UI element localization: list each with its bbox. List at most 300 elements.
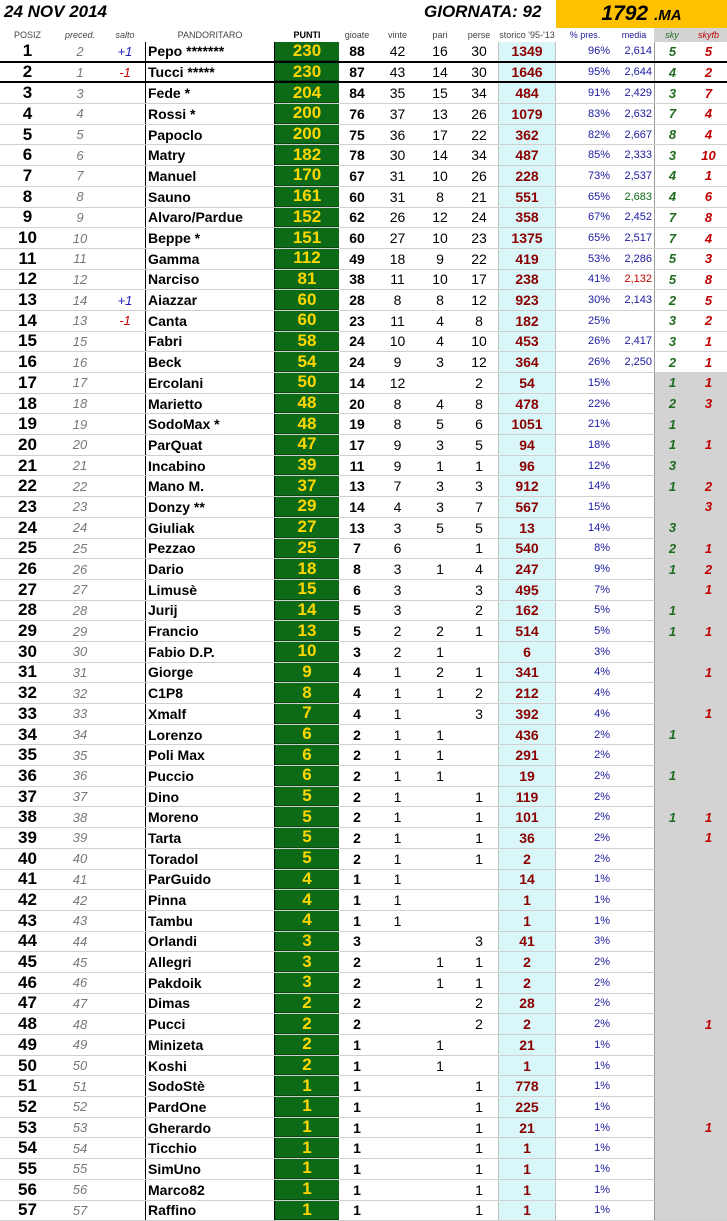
- played-cell: 1: [339, 1056, 375, 1076]
- history-cell: 484: [498, 83, 556, 103]
- table-row: [0, 580, 727, 601]
- won-cell: 4: [375, 497, 420, 517]
- won-cell: 43: [375, 63, 420, 82]
- table-row: [0, 332, 727, 353]
- jump-cell: [105, 332, 145, 352]
- jump-cell: [105, 539, 145, 559]
- average-cell: 2,333: [614, 145, 654, 165]
- skyfb-cell: 1: [690, 332, 727, 352]
- position-cell: 45: [0, 952, 55, 972]
- average-cell: [614, 890, 654, 910]
- played-cell: 2: [339, 849, 375, 869]
- sky-cell: [654, 1159, 690, 1179]
- skyfb-cell: 8: [690, 270, 727, 290]
- skyfb-cell: [690, 911, 727, 931]
- presence-pct-cell: 1%: [556, 1180, 614, 1200]
- previous-position-cell: 22: [55, 476, 105, 496]
- points-cell: 6: [275, 766, 339, 786]
- player-name-cell: Allegri: [145, 952, 275, 972]
- draw-cell: [420, 1180, 460, 1200]
- lost-cell: 1: [460, 1118, 498, 1138]
- played-cell: 28: [339, 290, 375, 310]
- average-cell: 2,683: [614, 187, 654, 207]
- position-cell: 34: [0, 725, 55, 745]
- played-cell: 2: [339, 973, 375, 993]
- previous-position-cell: 42: [55, 890, 105, 910]
- matchday-label: GIORNATA: 92: [424, 2, 541, 22]
- jump-cell: [105, 270, 145, 290]
- won-cell: 1: [375, 683, 420, 703]
- points-cell: 5: [275, 828, 339, 848]
- average-cell: [614, 1097, 654, 1117]
- presence-pct-cell: 96%: [556, 42, 614, 61]
- played-cell: 2: [339, 725, 375, 745]
- presence-pct-cell: 1%: [556, 1201, 614, 1221]
- table-row: [0, 745, 727, 766]
- points-cell: 3: [275, 952, 339, 972]
- jump-cell: [105, 497, 145, 517]
- lost-cell: 1: [460, 663, 498, 683]
- points-cell: 161: [275, 187, 339, 207]
- total-badge: [556, 0, 727, 28]
- history-cell: 21: [498, 1035, 556, 1055]
- table-row: [0, 208, 727, 229]
- history-cell: 1: [498, 890, 556, 910]
- jump-cell: [105, 435, 145, 455]
- points-cell: 2: [275, 1056, 339, 1076]
- won-cell: 1: [375, 787, 420, 807]
- previous-position-cell: 35: [55, 745, 105, 765]
- presence-pct-cell: 4%: [556, 663, 614, 683]
- draw-cell: 4: [420, 311, 460, 331]
- won-cell: 1: [375, 849, 420, 869]
- table-row: [0, 187, 727, 208]
- header-jump: salto: [105, 28, 145, 42]
- draw-cell: 1: [420, 456, 460, 476]
- won-cell: [375, 932, 420, 952]
- previous-position-cell: 49: [55, 1035, 105, 1055]
- points-cell: 6: [275, 725, 339, 745]
- sky-cell: [654, 1180, 690, 1200]
- position-cell: 4: [0, 104, 55, 124]
- points-cell: 200: [275, 125, 339, 145]
- presence-pct-cell: 1%: [556, 1138, 614, 1158]
- won-cell: [375, 1076, 420, 1096]
- header-pos: POSIZ: [0, 28, 55, 42]
- points-cell: 15: [275, 580, 339, 600]
- sky-cell: 2: [654, 394, 690, 414]
- lost-cell: 22: [460, 249, 498, 269]
- player-name-cell: Francio: [145, 621, 275, 641]
- played-cell: 1: [339, 870, 375, 890]
- previous-position-cell: 20: [55, 435, 105, 455]
- table-row: [0, 373, 727, 394]
- skyfb-cell: 1: [690, 373, 727, 393]
- player-name-cell: Pepo *******: [145, 42, 275, 61]
- history-cell: 419: [498, 249, 556, 269]
- history-cell: 96: [498, 456, 556, 476]
- jump-cell: [105, 932, 145, 952]
- lost-cell: 2: [460, 683, 498, 703]
- table-row: [0, 352, 727, 373]
- won-cell: 1: [375, 663, 420, 683]
- points-cell: 48: [275, 394, 339, 414]
- player-name-cell: ParGuido: [145, 870, 275, 890]
- position-cell: 31: [0, 663, 55, 683]
- presence-pct-cell: 1%: [556, 1118, 614, 1138]
- player-name-cell: Poli Max: [145, 745, 275, 765]
- table-row: [0, 642, 727, 663]
- position-cell: 47: [0, 994, 55, 1014]
- previous-position-cell: 52: [55, 1097, 105, 1117]
- jump-cell: [105, 166, 145, 186]
- previous-position-cell: 4: [55, 104, 105, 124]
- sky-cell: 1: [654, 766, 690, 786]
- points-cell: 1: [275, 1076, 339, 1096]
- played-cell: 1: [339, 890, 375, 910]
- table-row: [0, 414, 727, 435]
- lost-cell: 12: [460, 352, 498, 372]
- skyfb-cell: [690, 1138, 727, 1158]
- presence-pct-cell: 2%: [556, 994, 614, 1014]
- previous-position-cell: 1: [55, 63, 105, 82]
- position-cell: 8: [0, 187, 55, 207]
- lost-cell: 7: [460, 497, 498, 517]
- played-cell: 4: [339, 704, 375, 724]
- draw-cell: 14: [420, 63, 460, 82]
- skyfb-cell: 2: [690, 559, 727, 579]
- table-row: [0, 1014, 727, 1035]
- history-cell: 1: [498, 1138, 556, 1158]
- points-cell: 6: [275, 745, 339, 765]
- skyfb-cell: 2: [690, 63, 727, 82]
- presence-pct-cell: 41%: [556, 270, 614, 290]
- played-cell: 2: [339, 787, 375, 807]
- average-cell: [614, 1138, 654, 1158]
- position-cell: 42: [0, 890, 55, 910]
- jump-cell: [105, 704, 145, 724]
- player-name-cell: Toradol: [145, 849, 275, 869]
- table-row: [0, 125, 727, 146]
- sky-cell: [654, 1201, 690, 1221]
- played-cell: 1: [339, 1180, 375, 1200]
- previous-position-cell: 3: [55, 83, 105, 103]
- sky-cell: 5: [654, 270, 690, 290]
- lost-cell: 10: [460, 332, 498, 352]
- skyfb-cell: [690, 932, 727, 952]
- draw-cell: [420, 1159, 460, 1179]
- won-cell: 37: [375, 104, 420, 124]
- previous-position-cell: 38: [55, 807, 105, 827]
- presence-pct-cell: 25%: [556, 311, 614, 331]
- won-cell: 3: [375, 518, 420, 538]
- jump-cell: [105, 766, 145, 786]
- points-cell: 5: [275, 807, 339, 827]
- table-row: [0, 435, 727, 456]
- lost-cell: 3: [460, 932, 498, 952]
- player-name-cell: Papoclo: [145, 125, 275, 145]
- draw-cell: 2: [420, 663, 460, 683]
- previous-position-cell: 28: [55, 601, 105, 621]
- points-cell: 170: [275, 166, 339, 186]
- sky-cell: [654, 828, 690, 848]
- jump-cell: [105, 1035, 145, 1055]
- lost-cell: 21: [460, 187, 498, 207]
- table-row: [0, 994, 727, 1015]
- table-row: [0, 228, 727, 249]
- previous-position-cell: 44: [55, 932, 105, 952]
- player-name-cell: Tucci *****: [145, 63, 275, 82]
- played-cell: 2: [339, 1014, 375, 1034]
- table-row: [0, 704, 727, 725]
- draw-cell: 10: [420, 228, 460, 248]
- lost-cell: 1: [460, 1138, 498, 1158]
- lost-cell: 1: [460, 849, 498, 869]
- jump-cell: [105, 683, 145, 703]
- sky-cell: 5: [654, 42, 690, 61]
- average-cell: 2,644: [614, 63, 654, 82]
- draw-cell: 3: [420, 352, 460, 372]
- skyfb-cell: 1: [690, 539, 727, 559]
- skyfb-cell: [690, 725, 727, 745]
- sky-cell: 2: [654, 290, 690, 310]
- player-name-cell: Matry: [145, 145, 275, 165]
- lost-cell: 1: [460, 807, 498, 827]
- lost-cell: 34: [460, 83, 498, 103]
- position-cell: 43: [0, 911, 55, 931]
- draw-cell: 4: [420, 394, 460, 414]
- previous-position-cell: 45: [55, 952, 105, 972]
- jump-cell: [105, 1180, 145, 1200]
- sky-cell: [654, 642, 690, 662]
- skyfb-cell: [690, 994, 727, 1014]
- sky-cell: 1: [654, 621, 690, 641]
- points-cell: 58: [275, 332, 339, 352]
- jump-cell: [105, 1097, 145, 1117]
- average-cell: [614, 518, 654, 538]
- player-name-cell: ParQuat: [145, 435, 275, 455]
- lost-cell: 30: [460, 63, 498, 82]
- header-pct: % pres.: [556, 28, 614, 42]
- history-cell: 567: [498, 497, 556, 517]
- player-name-cell: SodoStè: [145, 1076, 275, 1096]
- played-cell: 8: [339, 559, 375, 579]
- skyfb-cell: [690, 952, 727, 972]
- history-cell: 162: [498, 601, 556, 621]
- lost-cell: 4: [460, 559, 498, 579]
- jump-cell: [105, 125, 145, 145]
- position-cell: 7: [0, 166, 55, 186]
- position-cell: 20: [0, 435, 55, 455]
- previous-position-cell: 30: [55, 642, 105, 662]
- draw-cell: 10: [420, 166, 460, 186]
- played-cell: 2: [339, 952, 375, 972]
- lost-cell: 12: [460, 290, 498, 310]
- player-name-cell: Fede *: [145, 83, 275, 103]
- draw-cell: 1: [420, 642, 460, 662]
- played-cell: 60: [339, 228, 375, 248]
- lost-cell: 1: [460, 952, 498, 972]
- presence-pct-cell: 15%: [556, 373, 614, 393]
- points-cell: 3: [275, 932, 339, 952]
- points-cell: 5: [275, 849, 339, 869]
- player-name-cell: Beck: [145, 352, 275, 372]
- presence-pct-cell: 1%: [556, 911, 614, 931]
- skyfb-cell: [690, 683, 727, 703]
- won-cell: 9: [375, 352, 420, 372]
- played-cell: 1: [339, 1118, 375, 1138]
- history-cell: 94: [498, 435, 556, 455]
- sky-cell: 7: [654, 208, 690, 228]
- presence-pct-cell: 5%: [556, 621, 614, 641]
- player-name-cell: C1P8: [145, 683, 275, 703]
- draw-cell: 3: [420, 476, 460, 496]
- sky-cell: 8: [654, 125, 690, 145]
- previous-position-cell: 21: [55, 456, 105, 476]
- skyfb-cell: 5: [690, 290, 727, 310]
- lost-cell: 8: [460, 394, 498, 414]
- won-cell: 26: [375, 208, 420, 228]
- points-cell: 1: [275, 1097, 339, 1117]
- previous-position-cell: 48: [55, 1014, 105, 1034]
- jump-cell: [105, 601, 145, 621]
- sky-cell: [654, 745, 690, 765]
- skyfb-cell: 1: [690, 166, 727, 186]
- previous-position-cell: 8: [55, 187, 105, 207]
- jump-cell: [105, 663, 145, 683]
- previous-position-cell: 17: [55, 373, 105, 393]
- history-cell: 1349: [498, 42, 556, 61]
- average-cell: [614, 1201, 654, 1221]
- history-cell: 1: [498, 1180, 556, 1200]
- previous-position-cell: 31: [55, 663, 105, 683]
- header-played: gioate: [339, 28, 375, 42]
- average-cell: [614, 807, 654, 827]
- player-name-cell: Ercolani: [145, 373, 275, 393]
- skyfb-cell: [690, 870, 727, 890]
- previous-position-cell: 43: [55, 911, 105, 931]
- jump-cell: [105, 870, 145, 890]
- points-cell: 60: [275, 311, 339, 331]
- jump-cell: [105, 518, 145, 538]
- jump-cell: [105, 249, 145, 269]
- draw-cell: [420, 1138, 460, 1158]
- won-cell: 31: [375, 187, 420, 207]
- position-cell: 9: [0, 208, 55, 228]
- player-name-cell: Dario: [145, 559, 275, 579]
- skyfb-cell: 8: [690, 208, 727, 228]
- history-cell: 2: [498, 952, 556, 972]
- player-name-cell: Gamma: [145, 249, 275, 269]
- player-name-cell: Dino: [145, 787, 275, 807]
- previous-position-cell: 41: [55, 870, 105, 890]
- header-skyfb: skyfb: [690, 28, 727, 42]
- won-cell: 18: [375, 249, 420, 269]
- history-cell: 341: [498, 663, 556, 683]
- skyfb-cell: [690, 1076, 727, 1096]
- history-cell: 19: [498, 766, 556, 786]
- lost-cell: [460, 642, 498, 662]
- skyfb-cell: [690, 1056, 727, 1076]
- draw-cell: 1: [420, 683, 460, 703]
- table-row: [0, 725, 727, 746]
- played-cell: 1: [339, 1076, 375, 1096]
- player-name-cell: Jurij: [145, 601, 275, 621]
- history-cell: 54: [498, 373, 556, 393]
- lost-cell: 1: [460, 621, 498, 641]
- column-headers: [0, 28, 727, 42]
- skyfb-cell: [690, 518, 727, 538]
- presence-pct-cell: 65%: [556, 228, 614, 248]
- won-cell: 1: [375, 766, 420, 786]
- position-cell: 6: [0, 145, 55, 165]
- played-cell: 2: [339, 828, 375, 848]
- sky-cell: [654, 580, 690, 600]
- player-name-cell: Marietto: [145, 394, 275, 414]
- position-cell: 15: [0, 332, 55, 352]
- average-cell: [614, 683, 654, 703]
- jump-cell: [105, 1138, 145, 1158]
- played-cell: 24: [339, 332, 375, 352]
- history-cell: 453: [498, 332, 556, 352]
- jump-cell: [105, 83, 145, 103]
- table-row: [0, 1097, 727, 1118]
- position-cell: 26: [0, 559, 55, 579]
- header-won: vinte: [375, 28, 420, 42]
- presence-pct-cell: 2%: [556, 725, 614, 745]
- played-cell: 2: [339, 807, 375, 827]
- player-name-cell: Minizeta: [145, 1035, 275, 1055]
- history-cell: 551: [498, 187, 556, 207]
- skyfb-cell: 1: [690, 1118, 727, 1138]
- table-row: [0, 311, 727, 332]
- table-row: [0, 63, 727, 84]
- previous-position-cell: 16: [55, 352, 105, 372]
- lost-cell: 34: [460, 145, 498, 165]
- sky-cell: [654, 497, 690, 517]
- history-cell: 238: [498, 270, 556, 290]
- sky-cell: 1: [654, 807, 690, 827]
- draw-cell: [420, 932, 460, 952]
- lost-cell: [460, 725, 498, 745]
- won-cell: [375, 994, 420, 1014]
- average-cell: [614, 394, 654, 414]
- title-bar: [0, 0, 727, 28]
- points-cell: 4: [275, 890, 339, 910]
- history-cell: 247: [498, 559, 556, 579]
- total-value: 1792: [601, 2, 648, 25]
- history-cell: 514: [498, 621, 556, 641]
- jump-cell: [105, 1076, 145, 1096]
- draw-cell: [420, 849, 460, 869]
- position-cell: 57: [0, 1201, 55, 1221]
- points-cell: 1: [275, 1201, 339, 1221]
- draw-cell: 10: [420, 270, 460, 290]
- presence-pct-cell: 1%: [556, 1076, 614, 1096]
- presence-pct-cell: 3%: [556, 642, 614, 662]
- presence-pct-cell: 8%: [556, 539, 614, 559]
- average-cell: [614, 311, 654, 331]
- table-row: [0, 911, 727, 932]
- header-lost: perse: [460, 28, 498, 42]
- history-cell: 912: [498, 476, 556, 496]
- jump-cell: [105, 104, 145, 124]
- average-cell: 2,517: [614, 228, 654, 248]
- position-cell: 51: [0, 1076, 55, 1096]
- player-name-cell: Koshi: [145, 1056, 275, 1076]
- presence-pct-cell: 14%: [556, 476, 614, 496]
- lost-cell: 8: [460, 311, 498, 331]
